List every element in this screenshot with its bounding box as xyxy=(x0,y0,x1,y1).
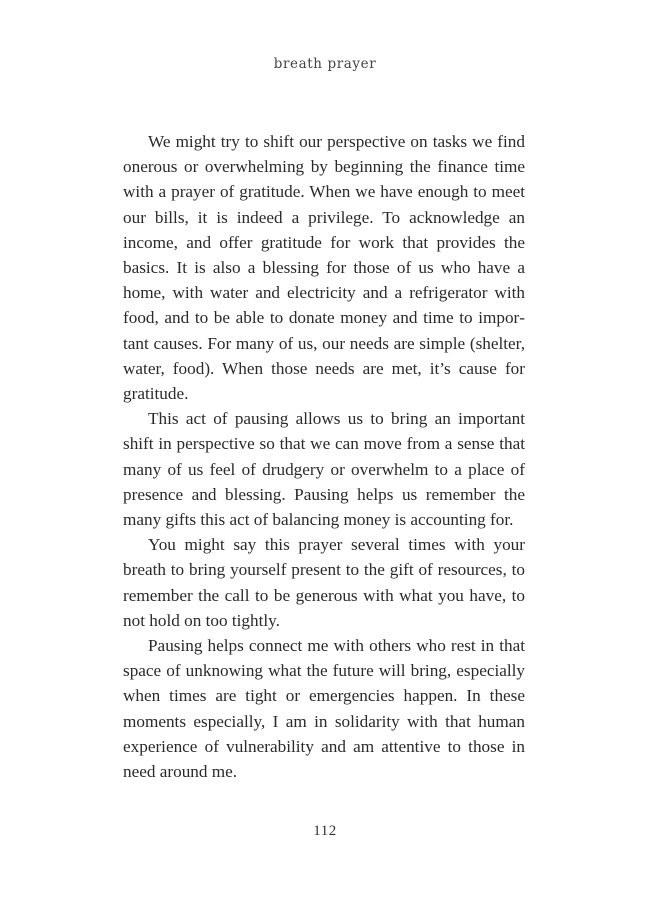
paragraph: Pausing helps connect me with others who rest in that space of unknowing what the future will bring, especially when times are tight or emergencies happen. In these moments especially, I am in solidarity with that human experience of vulnerability and am attentive to those in need around me. xyxy=(123,636,525,782)
paragraph: You might say this prayer several times with your breath to bring yourself present to the gift of resources, to remember the call to be generous with what you have, to not hold on too tightly. xyxy=(123,535,525,630)
running-head: breath prayer xyxy=(273,56,377,72)
body-text xyxy=(123,129,525,784)
paragraph: We might try to shift our perspective on tasks we find onerous or overwhelming by beginning the finance time with a prayer of gratitude. When we have enough to meet our bills, it is indeed a privilege. To acknowledge an income, and offer gratitude for work that provides the basics. It is also a blessing for those of us who have a home, with water and electricity and a refrigerator with food, and to be able to donate money and time to important causes. For many of us, our needs are simple (shelter, water, food). When those needs are met, it’s cause for gratitude. xyxy=(123,132,525,404)
paragraph: This act of pausing allows us to bring an important shift in perspective so that we can move from a sense that many of us feel of drudgery or overwhelm to a place of presence and blessing. Pausing helps us remember the many gifts this act of balancing money is accounting for. xyxy=(123,409,525,530)
page-number: 112 xyxy=(313,823,337,839)
